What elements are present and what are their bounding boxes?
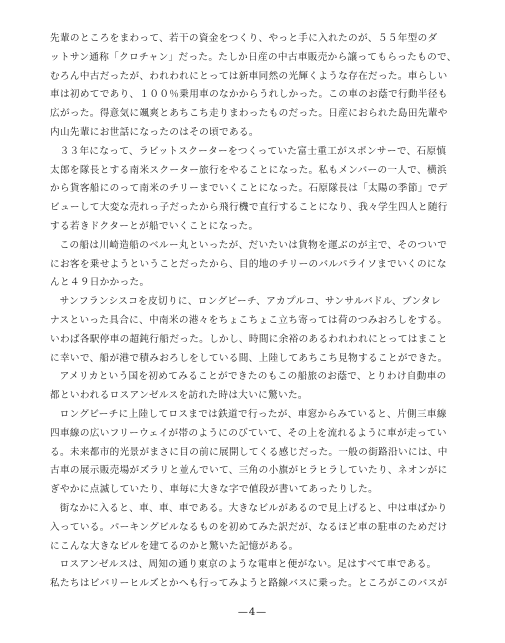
paragraph: この船は川崎造船のベルー丸といったが、だいたいは貨物を運ぶのが主で、そのついで にお客を乗せようということだったから、目的地のチリーのバルパライソまでいくのにな んと４９日かかった。: [50, 239, 448, 289]
page-number: —4—: [237, 607, 268, 618]
paragraph: アメリカという国を初めてみることができたのもこの船旅のお蔭で、とりわけ自動車の 都といわれるロスアンゼルスを訪れた時は大いに驚いた。: [50, 371, 447, 402]
paragraph: 街なかに入ると、車、車、車である。大きなビルがあるので見上げると、中は車ばかり 入っている。パーキングビルなるものを初めてみた訳だが、なるほど車の駐車のためだけ にこんな大きなビルを建てるのかと驚いた記憶がある。: [50, 502, 448, 552]
paragraph: サンフランシスコを皮切りに、ロングビーチ、アカプルコ、サンサルバドル、ブンタレ ナスといった具合に、中南米の港々をちょこちょこ立ち寄っては荷のつみおろしをする。 いわば各駅停車の超鈍行船だった。しかし、時間に余裕のあるわれわれにとってはまこと に幸いで、船が港で積みおろしをしている間、上陸してあちこち見物することができた。: [50, 296, 448, 364]
paragraph: ３３年になって、ラビットスクーターをつくっていた富士重工がスポンサーで、石原慎 太郎を隊長とする南米スクーター旅行をやることになった。私もメンバーの一人で、横浜 から貨客船にのって南米のチリーまでいくことになった。石原隊長は「太陽の季節」でデ ビューして大変な売れっ子だったから飛行機で直行することになり、我々学生四人と随行 する若きドクターとが船でいくことになった。: [50, 145, 448, 232]
paragraph: ロスアンゼルスは、周知の通り東京のような電車と便がない。足はすべて車である。 私たちはビバリーヒルズとかへも行ってみようと路線バスに乗った。ところがこのバスが: [50, 559, 448, 590]
paragraph: ロングビーチに上陸してロスまでは鉄道で行ったが、車窓からみていると、片側三車線 四車線の広いフリーウェイが帯のようにのびていて、その上を流れるように車が走ってい る。未来都市的光景がまさに目の前に展開してくる感じだった。一般の街路沿いには、中 古車の展示販売場がズラリと並んでいて、三角の小旗がヒラヒラしていたり、ネオンがに ぎやかに点滅していたり、車毎に大きな字で値段が書いてあったりした。: [50, 408, 448, 496]
paragraph: 先輩のところをまわって、若干の資金をつくり、やっと手に入れたのが、５５年型のダ ットサン通称「クロチャン」だった。たしか日産の中古車販売から譲ってもらったもので、 むろん中古だったが、われわれにとっては新車同然の光輝くような存在だった。車らしい 車は初めてであり、１００％乗用車のなかからうれしかった。この車のお蔭で行動半径も 広がった。得意気に颯爽とあちこち走りまわったものだった。日産におられた島田先輩や 内山先輩にお世話になったのはその頃である。: [50, 33, 457, 138]
